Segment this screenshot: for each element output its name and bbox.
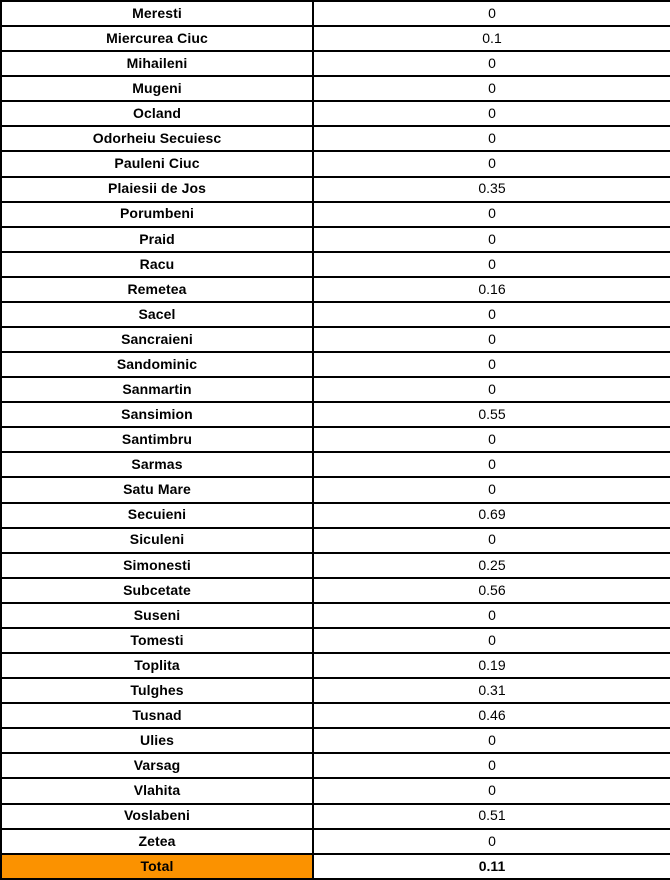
value-cell: 0 (313, 778, 670, 803)
locality-cell: Simonesti (1, 553, 313, 578)
value-cell: 0 (313, 227, 670, 252)
locality-cell: Toplita (1, 653, 313, 678)
table-row (1, 603, 670, 628)
locality-cell: Voslabeni (1, 804, 313, 829)
value-cell: 0.55 (313, 402, 670, 427)
locality-cell: Plaiesii de Jos (1, 177, 313, 202)
locality-cell: Mugeni (1, 76, 313, 101)
value-cell: 0 (313, 753, 670, 778)
total-row (1, 854, 670, 879)
locality-cell: Remetea (1, 277, 313, 302)
table-row (1, 804, 670, 829)
table-row (1, 202, 670, 227)
value-cell: 0 (313, 452, 670, 477)
locality-cell: Porumbeni (1, 202, 313, 227)
value-cell: 0 (313, 302, 670, 327)
locality-cell: Sarmas (1, 452, 313, 477)
value-cell: 0 (313, 477, 670, 502)
locality-cell: Santimbru (1, 427, 313, 452)
value-cell: 0 (313, 76, 670, 101)
table-row (1, 302, 670, 327)
value-cell: 0.35 (313, 177, 670, 202)
table-row (1, 653, 670, 678)
value-cell: 0.19 (313, 653, 670, 678)
locality-cell: Tulghes (1, 678, 313, 703)
locality-cell: Tomesti (1, 628, 313, 653)
table-row (1, 252, 670, 277)
locality-cell: Ulies (1, 728, 313, 753)
value-cell: 0 (313, 101, 670, 126)
value-cell: 0 (313, 352, 670, 377)
locality-cell: Miercurea Ciuc (1, 26, 313, 51)
locality-cell: Sandominic (1, 352, 313, 377)
locality-cell: Racu (1, 252, 313, 277)
table-row (1, 578, 670, 603)
locality-cell: Mihaileni (1, 51, 313, 76)
table-row (1, 277, 670, 302)
value-cell: 0 (313, 126, 670, 151)
value-cell: 0.1 (313, 26, 670, 51)
value-cell: 0 (313, 252, 670, 277)
table-row (1, 477, 670, 502)
value-cell: 0 (313, 51, 670, 76)
value-cell: 0 (313, 829, 670, 854)
table-row (1, 177, 670, 202)
table-row (1, 402, 670, 427)
value-cell: 0 (313, 728, 670, 753)
locality-cell: Praid (1, 227, 313, 252)
table-row (1, 678, 670, 703)
table-row (1, 352, 670, 377)
table-row (1, 76, 670, 101)
table-row (1, 227, 670, 252)
total-value-cell: 0.11 (313, 854, 670, 879)
table-row (1, 101, 670, 126)
total-label-cell: Total (1, 854, 313, 879)
table-row (1, 778, 670, 803)
locality-cell: Sansimion (1, 402, 313, 427)
table-row (1, 26, 670, 51)
table-footer (1, 854, 670, 879)
value-cell: 0 (313, 151, 670, 176)
table-body (1, 1, 670, 854)
table-row (1, 728, 670, 753)
value-cell: 0 (313, 628, 670, 653)
locality-cell: Vlahita (1, 778, 313, 803)
value-cell: 0 (313, 603, 670, 628)
value-cell: 0 (313, 528, 670, 553)
table-row (1, 503, 670, 528)
table-row (1, 151, 670, 176)
locality-cell: Sacel (1, 302, 313, 327)
table-row (1, 528, 670, 553)
table-row (1, 628, 670, 653)
locality-cell: Siculeni (1, 528, 313, 553)
value-cell: 0 (313, 377, 670, 402)
locality-cell: Meresti (1, 1, 313, 26)
locality-cell: Secuieni (1, 503, 313, 528)
table-row (1, 126, 670, 151)
value-cell: 0.51 (313, 804, 670, 829)
table-row (1, 427, 670, 452)
table-row (1, 829, 670, 854)
table-row (1, 377, 670, 402)
value-cell: 0.16 (313, 277, 670, 302)
value-cell: 0 (313, 327, 670, 352)
locality-cell: Sancraieni (1, 327, 313, 352)
locality-cell: Pauleni Ciuc (1, 151, 313, 176)
locality-cell: Ocland (1, 101, 313, 126)
table-row (1, 51, 670, 76)
value-cell: 0.25 (313, 553, 670, 578)
value-cell: 0.46 (313, 703, 670, 728)
locality-cell: Odorheiu Secuiesc (1, 126, 313, 151)
table-row (1, 1, 670, 26)
value-cell: 0.56 (313, 578, 670, 603)
locality-cell: Zetea (1, 829, 313, 854)
table-row (1, 753, 670, 778)
value-cell: 0 (313, 1, 670, 26)
locality-cell: Suseni (1, 603, 313, 628)
locality-cell: Sanmartin (1, 377, 313, 402)
locality-cell: Satu Mare (1, 477, 313, 502)
table-row (1, 553, 670, 578)
table-row (1, 452, 670, 477)
value-cell: 0.69 (313, 503, 670, 528)
locality-cell: Tusnad (1, 703, 313, 728)
locality-cell: Subcetate (1, 578, 313, 603)
value-cell: 0 (313, 427, 670, 452)
locality-cell: Varsag (1, 753, 313, 778)
table-row (1, 327, 670, 352)
value-cell: 0 (313, 202, 670, 227)
table-row (1, 703, 670, 728)
value-cell: 0.31 (313, 678, 670, 703)
